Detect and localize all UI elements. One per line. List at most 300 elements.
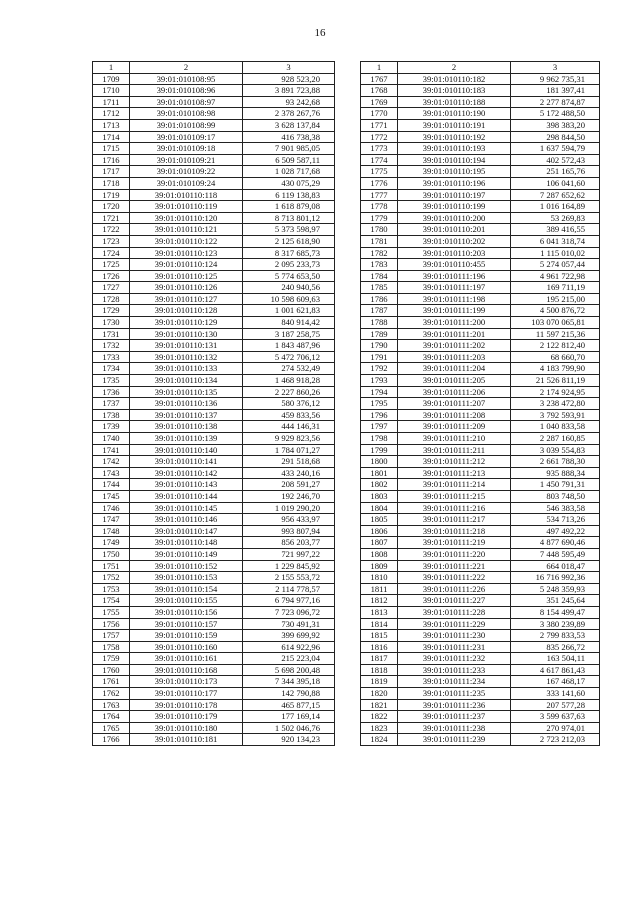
- table-row: [361, 96, 600, 108]
- cadastral-number: 39:01:010111:226: [398, 583, 511, 595]
- cadastral-value: 4 961 722,98: [511, 270, 600, 282]
- row-number: 1751: [93, 560, 130, 572]
- row-number: 1788: [361, 317, 398, 329]
- row-number: 1793: [361, 375, 398, 387]
- cadastral-value: 53 269,83: [511, 212, 600, 224]
- row-number: 1727: [93, 282, 130, 294]
- cadastral-number: 39:01:010108:95: [130, 73, 243, 85]
- row-number: 1743: [93, 467, 130, 479]
- row-number: 1811: [361, 583, 398, 595]
- table-row: [93, 653, 335, 665]
- cadastral-value: 167 468,17: [511, 676, 600, 688]
- cadastral-value: 7 287 652,62: [511, 189, 600, 201]
- row-number: 1745: [93, 490, 130, 502]
- table-row: [361, 409, 600, 421]
- cadastral-number: 39:01:010110:127: [130, 293, 243, 305]
- table-row: [93, 328, 335, 340]
- cadastral-value: 2 155 553,72: [243, 572, 335, 584]
- cadastral-number: 39:01:010110:202: [398, 235, 511, 247]
- cadastral-value: 721 997,22: [243, 548, 335, 560]
- cadastral-number: 39:01:010111:238: [398, 722, 511, 734]
- cadastral-number: 39:01:010110:129: [130, 317, 243, 329]
- table-row: [93, 722, 335, 734]
- row-number: 1771: [361, 119, 398, 131]
- table-row: [361, 270, 600, 282]
- table-row: [93, 688, 335, 700]
- table-row: [361, 189, 600, 201]
- cadastral-number: 39:01:010110:128: [130, 305, 243, 317]
- table-row: [361, 212, 600, 224]
- cadastral-value: 730 491,31: [243, 618, 335, 630]
- table-row: [93, 73, 335, 85]
- table-row: [93, 201, 335, 213]
- row-number: 1716: [93, 154, 130, 166]
- row-number: 1801: [361, 467, 398, 479]
- row-number: 1817: [361, 653, 398, 665]
- cadastral-value: 2 095 233,73: [243, 259, 335, 271]
- row-number: 1713: [93, 119, 130, 131]
- cadastral-number: 39:01:010111:213: [398, 467, 511, 479]
- cadastral-number: 39:01:010110:159: [130, 630, 243, 642]
- header-col-3: 3: [511, 62, 600, 74]
- cadastral-value: 433 240,16: [243, 467, 335, 479]
- table-row: [361, 560, 600, 572]
- table-row: [361, 386, 600, 398]
- cadastral-value: 3 187 258,75: [243, 328, 335, 340]
- row-number: 1772: [361, 131, 398, 143]
- cadastral-value: 928 523,20: [243, 73, 335, 85]
- table-row: [361, 734, 600, 746]
- cadastral-value: 192 246,70: [243, 490, 335, 502]
- cadastral-value: 3 380 239,89: [511, 618, 600, 630]
- cadastral-number: 39:01:010110:134: [130, 375, 243, 387]
- cadastral-value: 208 591,27: [243, 479, 335, 491]
- cadastral-number: 39:01:010110:173: [130, 676, 243, 688]
- table-row: [361, 490, 600, 502]
- row-number: 1800: [361, 456, 398, 468]
- cadastral-number: 39:01:010111:201: [398, 328, 511, 340]
- table-row: [361, 201, 600, 213]
- cadastral-number: 39:01:010110:125: [130, 270, 243, 282]
- table-row: [93, 363, 335, 375]
- table-row: [93, 734, 335, 746]
- cadastral-value: 1 450 791,31: [511, 479, 600, 491]
- cadastral-value: 5 698 200,48: [243, 664, 335, 676]
- table-header-row: [93, 62, 335, 74]
- table-row: [361, 572, 600, 584]
- row-number: 1803: [361, 490, 398, 502]
- cadastral-value: 16 716 992,36: [511, 572, 600, 584]
- cadastral-number: 39:01:010111:197: [398, 282, 511, 294]
- cadastral-number: 39:01:010111:205: [398, 375, 511, 387]
- row-number: 1747: [93, 514, 130, 526]
- row-number: 1767: [361, 73, 398, 85]
- cadastral-number: 39:01:010110:140: [130, 444, 243, 456]
- table-row: [93, 572, 335, 584]
- cadastral-number: 39:01:010110:177: [130, 688, 243, 700]
- cadastral-value: 399 699,92: [243, 630, 335, 642]
- table-row: [93, 166, 335, 178]
- cadastral-value: 298 844,50: [511, 131, 600, 143]
- cadastral-number: 39:01:010111:209: [398, 421, 511, 433]
- cadastral-value: 1 843 487,96: [243, 340, 335, 352]
- row-number: 1712: [93, 108, 130, 120]
- row-number: 1728: [93, 293, 130, 305]
- cadastral-number: 39:01:010110:455: [398, 259, 511, 271]
- cadastral-value: 240 940,56: [243, 282, 335, 294]
- cadastral-value: 6 041 318,74: [511, 235, 600, 247]
- cadastral-value: 8 154 499,47: [511, 606, 600, 618]
- cadastral-number: 39:01:010111:206: [398, 386, 511, 398]
- cadastral-value: 8 317 685,73: [243, 247, 335, 259]
- cadastral-number: 39:01:010108:98: [130, 108, 243, 120]
- cadastral-number: 39:01:010109:17: [130, 131, 243, 143]
- table-row: [93, 699, 335, 711]
- cadastral-value: 207 577,28: [511, 699, 600, 711]
- table-row: [93, 456, 335, 468]
- table-row: [361, 73, 600, 85]
- cadastral-number: 39:01:010111:198: [398, 293, 511, 305]
- cadastral-number: 39:01:010110:157: [130, 618, 243, 630]
- table-row: [361, 328, 600, 340]
- table-row: [361, 583, 600, 595]
- row-number: 1777: [361, 189, 398, 201]
- cadastral-value: 956 433,97: [243, 514, 335, 526]
- row-number: 1786: [361, 293, 398, 305]
- row-number: 1714: [93, 131, 130, 143]
- row-number: 1819: [361, 676, 398, 688]
- row-number: 1794: [361, 386, 398, 398]
- cadastral-value: 1 618 879,08: [243, 201, 335, 213]
- row-number: 1752: [93, 572, 130, 584]
- table-row: [93, 259, 335, 271]
- cadastral-number: 39:01:010109:18: [130, 143, 243, 155]
- row-number: 1731: [93, 328, 130, 340]
- row-number: 1781: [361, 235, 398, 247]
- row-number: 1773: [361, 143, 398, 155]
- cadastral-value: 398 383,20: [511, 119, 600, 131]
- cadastral-number: 39:01:010110:122: [130, 235, 243, 247]
- row-number: 1715: [93, 143, 130, 155]
- row-number: 1766: [93, 734, 130, 746]
- table-row: [93, 514, 335, 526]
- table-row: [93, 548, 335, 560]
- table-row: [361, 630, 600, 642]
- table-row: [93, 386, 335, 398]
- cadastral-number: 39:01:010110:199: [398, 201, 511, 213]
- table-row: [361, 85, 600, 97]
- row-number: 1770: [361, 108, 398, 120]
- table-row: [93, 433, 335, 445]
- cadastral-value: 106 041,60: [511, 177, 600, 189]
- cadastral-number: 39:01:010111:229: [398, 618, 511, 630]
- table-row: [361, 595, 600, 607]
- table-row: [361, 166, 600, 178]
- table-left-body: [93, 62, 335, 746]
- cadastral-value: 580 376,12: [243, 398, 335, 410]
- table-row: [93, 177, 335, 189]
- cadastral-number: 39:01:010110:137: [130, 409, 243, 421]
- row-number: 1761: [93, 676, 130, 688]
- table-row: [93, 630, 335, 642]
- cadastral-number: 39:01:010110:147: [130, 525, 243, 537]
- row-number: 1739: [93, 421, 130, 433]
- table-row: [361, 177, 600, 189]
- table-row: [361, 305, 600, 317]
- row-number: 1756: [93, 618, 130, 630]
- row-number: 1758: [93, 641, 130, 653]
- row-number: 1778: [361, 201, 398, 213]
- table-row: [93, 235, 335, 247]
- table-row: [361, 618, 600, 630]
- cadastral-value: 351 245,64: [511, 595, 600, 607]
- cadastral-value: 2 378 267,76: [243, 108, 335, 120]
- cadastral-value: 21 526 811,19: [511, 375, 600, 387]
- table-row: [361, 548, 600, 560]
- row-number: 1749: [93, 537, 130, 549]
- cadastral-value: 5 172 488,50: [511, 108, 600, 120]
- row-number: 1776: [361, 177, 398, 189]
- table-row: [361, 525, 600, 537]
- row-number: 1721: [93, 212, 130, 224]
- table-row: [361, 259, 600, 271]
- table-row: [361, 421, 600, 433]
- table-row: [93, 131, 335, 143]
- row-number: 1765: [93, 722, 130, 734]
- header-col-3: 3: [243, 62, 335, 74]
- cadastral-number: 39:01:010110:195: [398, 166, 511, 178]
- table-row: [93, 398, 335, 410]
- table-row: [361, 340, 600, 352]
- table-row: [93, 340, 335, 352]
- row-number: 1732: [93, 340, 130, 352]
- cadastral-value: 177 169,14: [243, 711, 335, 723]
- cadastral-value: 534 713,26: [511, 514, 600, 526]
- row-number: 1795: [361, 398, 398, 410]
- cadastral-number: 39:01:010109:22: [130, 166, 243, 178]
- cadastral-number: 39:01:010111:211: [398, 444, 511, 456]
- row-number: 1759: [93, 653, 130, 665]
- row-number: 1709: [93, 73, 130, 85]
- table-row: [361, 282, 600, 294]
- cadastral-number: 39:01:010111:214: [398, 479, 511, 491]
- cadastral-number: 39:01:010111:202: [398, 340, 511, 352]
- cadastral-value: 270 974,01: [511, 722, 600, 734]
- cadastral-value: 163 504,11: [511, 653, 600, 665]
- cadastral-number: 39:01:010110:132: [130, 351, 243, 363]
- table-row: [93, 108, 335, 120]
- row-number: 1710: [93, 85, 130, 97]
- header-col-1: 1: [361, 62, 398, 74]
- table-row: [93, 305, 335, 317]
- row-number: 1741: [93, 444, 130, 456]
- table-row: [93, 317, 335, 329]
- table-row: [93, 595, 335, 607]
- cadastral-number: 39:01:010111:216: [398, 502, 511, 514]
- cadastral-number: 39:01:010110:180: [130, 722, 243, 734]
- cadastral-number: 39:01:010110:152: [130, 560, 243, 572]
- cadastral-value: 2 227 860,26: [243, 386, 335, 398]
- table-row: [361, 699, 600, 711]
- cadastral-number: 39:01:010110:141: [130, 456, 243, 468]
- cadastral-value: 3 599 637,63: [511, 711, 600, 723]
- row-number: 1738: [93, 409, 130, 421]
- cadastral-value: 4 183 799,90: [511, 363, 600, 375]
- cadastral-number: 39:01:010109:24: [130, 177, 243, 189]
- cadastral-value: 6 509 587,11: [243, 154, 335, 166]
- cadastral-value: 103 070 065,81: [511, 317, 600, 329]
- cadastral-value: 835 266,72: [511, 641, 600, 653]
- table-row: [361, 502, 600, 514]
- cadastral-value: 9 929 823,56: [243, 433, 335, 445]
- cadastral-number: 39:01:010111:212: [398, 456, 511, 468]
- cadastral-value: 4 877 690,46: [511, 537, 600, 549]
- cadastral-value: 459 833,56: [243, 409, 335, 421]
- cadastral-number: 39:01:010111:234: [398, 676, 511, 688]
- table-row: [361, 224, 600, 236]
- table-row: [361, 154, 600, 166]
- row-number: 1792: [361, 363, 398, 375]
- row-number: 1744: [93, 479, 130, 491]
- row-number: 1762: [93, 688, 130, 700]
- table-row: [93, 467, 335, 479]
- cadastral-number: 39:01:010110:161: [130, 653, 243, 665]
- cadastral-value: 2 799 833,53: [511, 630, 600, 642]
- cadastral-value: 6 119 138,83: [243, 189, 335, 201]
- cadastral-value: 3 792 593,91: [511, 409, 600, 421]
- table-row: [93, 212, 335, 224]
- table-row: [361, 722, 600, 734]
- cadastral-value-table-left: [92, 61, 335, 746]
- row-number: 1725: [93, 259, 130, 271]
- table-row: [93, 119, 335, 131]
- row-number: 1824: [361, 734, 398, 746]
- cadastral-number: 39:01:010111:208: [398, 409, 511, 421]
- header-col-1: 1: [93, 62, 130, 74]
- table-row: [361, 711, 600, 723]
- cadastral-number: 39:01:010110:203: [398, 247, 511, 259]
- cadastral-number: 39:01:010111:239: [398, 734, 511, 746]
- cadastral-number: 39:01:010110:130: [130, 328, 243, 340]
- cadastral-value: 4 617 861,43: [511, 664, 600, 676]
- cadastral-number: 39:01:010110:145: [130, 502, 243, 514]
- table-row: [361, 653, 600, 665]
- table-row: [361, 606, 600, 618]
- cadastral-number: 39:01:010110:194: [398, 154, 511, 166]
- table-row: [361, 688, 600, 700]
- cadastral-number: 39:01:010110:124: [130, 259, 243, 271]
- cadastral-value: 181 397,41: [511, 85, 600, 97]
- cadastral-value: 11 597 215,36: [511, 328, 600, 340]
- row-number: 1719: [93, 189, 130, 201]
- cadastral-value: 1 028 717,68: [243, 166, 335, 178]
- row-number: 1790: [361, 340, 398, 352]
- cadastral-number: 39:01:010110:197: [398, 189, 511, 201]
- cadastral-number: 39:01:010110:139: [130, 433, 243, 445]
- table-row: [93, 676, 335, 688]
- row-number: 1804: [361, 502, 398, 514]
- table-row: [93, 351, 335, 363]
- row-number: 1784: [361, 270, 398, 282]
- cadastral-number: 39:01:010111:232: [398, 653, 511, 665]
- cadastral-value: 10 598 609,63: [243, 293, 335, 305]
- cadastral-number: 39:01:010111:237: [398, 711, 511, 723]
- cadastral-value: 2 114 778,57: [243, 583, 335, 595]
- cadastral-value: 215 223,04: [243, 653, 335, 665]
- row-number: 1787: [361, 305, 398, 317]
- row-number: 1724: [93, 247, 130, 259]
- row-number: 1734: [93, 363, 130, 375]
- cadastral-number: 39:01:010108:97: [130, 96, 243, 108]
- row-number: 1753: [93, 583, 130, 595]
- cadastral-value: 993 807,94: [243, 525, 335, 537]
- cadastral-number: 39:01:010109:21: [130, 154, 243, 166]
- cadastral-number: 39:01:010110:136: [130, 398, 243, 410]
- row-number: 1754: [93, 595, 130, 607]
- table-row: [361, 456, 600, 468]
- cadastral-value-table-right: [360, 61, 600, 746]
- row-number: 1820: [361, 688, 398, 700]
- cadastral-value: 251 165,76: [511, 166, 600, 178]
- cadastral-value: 2 125 618,90: [243, 235, 335, 247]
- cadastral-value: 1 784 071,27: [243, 444, 335, 456]
- cadastral-value: 1 502 046,76: [243, 722, 335, 734]
- row-number: 1750: [93, 548, 130, 560]
- table-row: [93, 479, 335, 491]
- cadastral-number: 39:01:010111:220: [398, 548, 511, 560]
- table-row: [93, 606, 335, 618]
- cadastral-number: 39:01:010110:119: [130, 201, 243, 213]
- cadastral-number: 39:01:010110:135: [130, 386, 243, 398]
- cadastral-number: 39:01:010110:200: [398, 212, 511, 224]
- cadastral-number: 39:01:010111:219: [398, 537, 511, 549]
- cadastral-number: 39:01:010111:227: [398, 595, 511, 607]
- row-number: 1775: [361, 166, 398, 178]
- table-row: [361, 247, 600, 259]
- table-right-body: [361, 62, 600, 746]
- table-header-row: [361, 62, 600, 74]
- table-row: [93, 375, 335, 387]
- cadastral-number: 39:01:010110:148: [130, 537, 243, 549]
- cadastral-value: 664 018,47: [511, 560, 600, 572]
- table-row: [93, 583, 335, 595]
- table-row: [361, 398, 600, 410]
- row-number: 1740: [93, 433, 130, 445]
- cadastral-number: 39:01:010110:196: [398, 177, 511, 189]
- cadastral-number: 39:01:010110:179: [130, 711, 243, 723]
- cadastral-value: 430 075,29: [243, 177, 335, 189]
- table-row: [361, 479, 600, 491]
- row-number: 1797: [361, 421, 398, 433]
- table-row: [93, 85, 335, 97]
- cadastral-value: 9 962 735,31: [511, 73, 600, 85]
- cadastral-number: 39:01:010111:236: [398, 699, 511, 711]
- cadastral-value: 803 748,50: [511, 490, 600, 502]
- row-number: 1818: [361, 664, 398, 676]
- table-row: [93, 537, 335, 549]
- cadastral-value: 5 472 706,12: [243, 351, 335, 363]
- cadastral-value: 5 373 598,97: [243, 224, 335, 236]
- table-row: [93, 224, 335, 236]
- row-number: 1746: [93, 502, 130, 514]
- cadastral-value: 465 877,15: [243, 699, 335, 711]
- page-number: 16: [314, 27, 326, 39]
- cadastral-number: 39:01:010111:228: [398, 606, 511, 618]
- row-number: 1733: [93, 351, 130, 363]
- cadastral-number: 39:01:010110:120: [130, 212, 243, 224]
- table-row: [93, 641, 335, 653]
- cadastral-number: 39:01:010110:181: [130, 734, 243, 746]
